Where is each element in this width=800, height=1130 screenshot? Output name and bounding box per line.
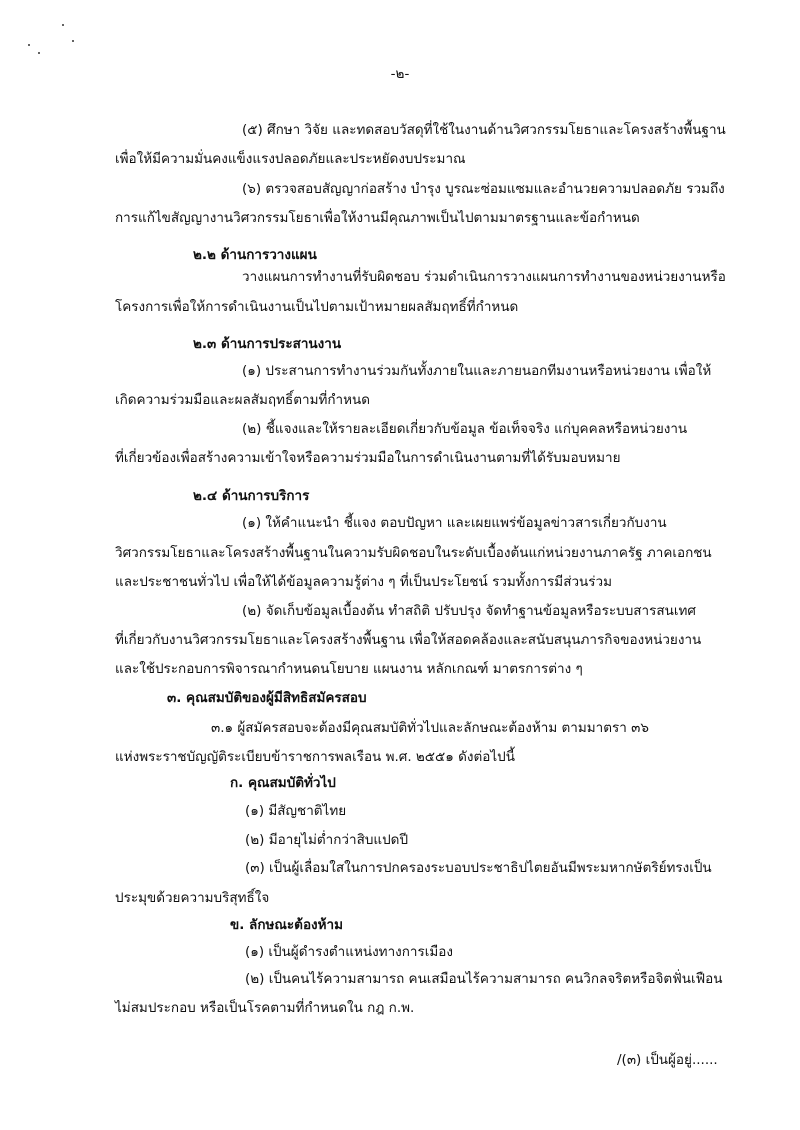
section-3-heading: ๓. คุณสมบัติของผู้มีสิทธิสมัครสอบ [167,690,367,706]
qualification-3-line-2: ประมุขด้วยความบริสุทธิ์ใจ [115,890,270,906]
item-6-line-1: (๖) ตรวจสอบสัญญาก่อสร้าง บำรุง บูรณะซ่อมแซมและอำนวยความปลอดภัย รวมถึง [242,181,725,197]
general-qualifications-heading: ก. คุณสมบัติทั่วไป [230,775,336,791]
section-2-4-item-2-line-3: และใช้ประกอบการพิจารณากำหนดนโยบาย แผนงาน หลักเกณฑ์ มาตรการต่าง ๆ [115,661,583,677]
section-2-3-item-2-line-1: (๒) ชี้แจงและให้รายละเอียดเกี่ยวกับข้อมูล ข้อเท็จจริง แก่บุคคลหรือหน่วยงาน [242,421,688,437]
section-2-2-line-1: วางแผนการทำงานที่รับผิดชอบ ร่วมดำเนินการวางแผนการทำงานของหน่วยงานหรือ [242,269,726,285]
scan-speck [38,52,40,54]
qualification-2: (๒) มีอายุไม่ต่ำกว่าสิบแปดปี [245,832,409,848]
qualification-3-line-1: (๓) เป็นผู้เลื่อมใสในการปกครองระบอบประชาธิปไตยอันมีพระมหากษัตริย์ทรงเป็น [245,860,712,876]
item-5-line-1: (๕) ศึกษา วิจัย และทดสอบวัสดุที่ใช้ในงานด้านวิศวกรรมโยธาและโครงสร้างพื้นฐาน [242,122,726,138]
prohibition-2-line-1: (๒) เป็นคนไร้ความสามารถ คนเสมือนไร้ความสามารถ คนวิกลจริตหรือจิตฟั่นเฟือน [245,971,723,987]
page-number: -๒- [390,66,410,82]
footer-continuation: /(๓) เป็นผู้อยู่...... [617,1052,718,1068]
scan-speck [28,44,30,46]
item-6-line-2: การแก้ไขสัญญางานวิศวกรรมโยธาเพื่อให้งานมีคุณภาพเป็นไปตามมาตรฐานและข้อกำหนด [115,210,640,226]
prohibition-1: (๑) เป็นผู้ดำรงตำแหน่งทางการเมือง [245,944,453,960]
item-5-line-2: เพื่อให้มีความมั่นคงแข็งแรงปลอดภัยและประหยัดงบประมาณ [115,151,466,167]
section-2-4-heading: ๒.๔ ด้านการบริการ [193,488,310,504]
section-2-4-item-2-line-2: ที่เกี่ยวกับงานวิศวกรรมโยธาและโครงสร้างพื้นฐาน เพื่อให้สอดคล้องและสนับสนุนภารกิจของหน่วยงาน [115,632,702,648]
section-2-2-heading: ๒.๒ ด้านการวางแผน [193,247,317,263]
qualification-1: (๑) มีสัญชาติไทย [245,803,347,819]
section-2-4-item-1-line-2: วิศวกรรมโยธาและโครงสร้างพื้นฐานในความรับผิดชอบในระดับเบื้องต้นแก่หน่วยงานภาครัฐ ภาคเอกชน [115,545,712,561]
section-2-4-item-1-line-3: และประชาชนทั่วไป เพื่อให้ได้ข้อมูลความรู้ต่าง ๆ ที่เป็นประโยชน์ รวมทั้งการมีส่วนร่วม [115,574,612,590]
section-2-3-item-2-line-2: ที่เกี่ยวข้องเพื่อสร้างความเข้าใจหรือความร่วมมือในการดำเนินงานตามที่ได้รับมอบหมาย [115,450,621,466]
prohibition-2-line-2: ไม่สมประกอบ หรือเป็นโรคตามที่กำหนดใน กฎ ก.พ. [115,1000,415,1016]
section-3-1-line-1: ๓.๑ ผู้สมัครสอบจะต้องมีคุณสมบัติทั่วไปและลักษณะต้องห้าม ตามมาตรา ๓๖ [211,720,649,736]
section-2-3-item-1-line-1: (๑) ประสานการทำงานร่วมกันทั้งภายในและภายนอกทีมงานหรือหน่วยงาน เพื่อให้ [242,363,712,379]
section-2-4-item-2-line-1: (๒) จัดเก็บข้อมูลเบื้องต้น ทำสถิติ ปรับปรุง จัดทำฐานข้อมูลหรือระบบสารสนเทศ [242,603,696,619]
prohibited-characteristics-heading: ข. ลักษณะต้องห้าม [230,917,344,933]
section-3-1-line-2: แห่งพระราชบัญญัติระเบียบข้าราชการพลเรือน พ.ศ. ๒๕๕๑ ดังต่อไปนี้ [115,749,515,765]
section-2-2-line-2: โครงการเพื่อให้การดำเนินงานเป็นไปตามเป้าหมายผลสัมฤทธิ์ที่กำหนด [115,299,519,315]
section-2-3-item-1-line-2: เกิดความร่วมมือและผลสัมฤทธิ์ตามที่กำหนด [115,392,371,408]
section-2-3-heading: ๒.๓ ด้านการประสานงาน [193,336,342,352]
section-2-4-item-1-line-1: (๑) ให้คำแนะนำ ชี้แจง ตอบปัญหา และเผยแพร่ข้อมูลข่าวสารเกี่ยวกับงาน [242,515,667,531]
scan-speck [62,24,64,26]
scan-speck [72,40,74,42]
